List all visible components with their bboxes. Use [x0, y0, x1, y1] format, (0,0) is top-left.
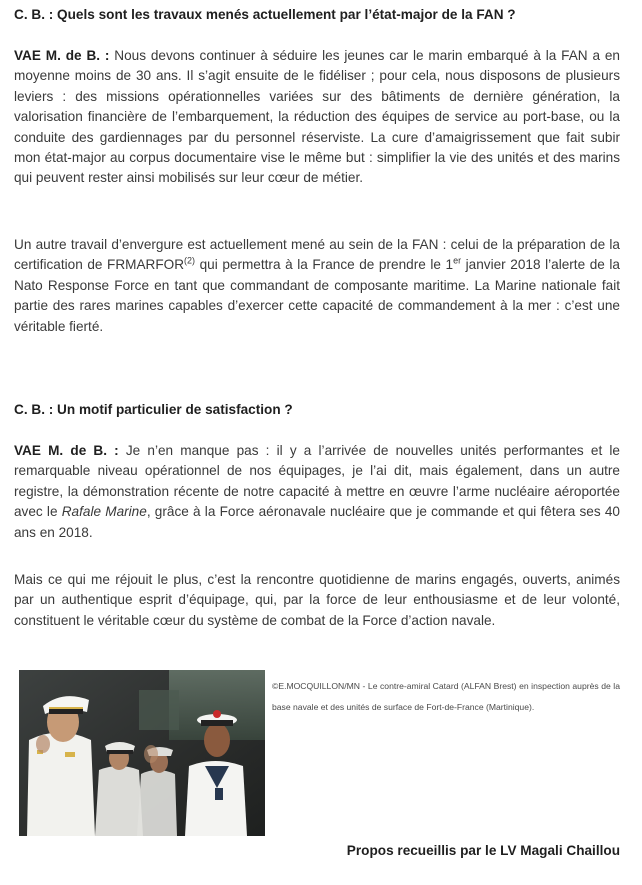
speaker-label: VAE M. de B. : [14, 48, 110, 63]
answer-text: Un autre travail d’envergure est actuellement mené au sein de la FAN : celui de la préparation de la certification de FRMARFOR [14, 237, 620, 273]
answer-paragraph-2 [14, 235, 620, 337]
answer-text: , grâce à la Force aéronavale nucléaire que je commande et qui fêtera ses 40 ans en 2018. [14, 504, 620, 540]
answer-paragraph-3 [14, 441, 620, 543]
answer-text: Je n’en manque pas : il y a l’arrivée de nouvelles unités performantes et le remarquable niveau opérationnel de nos équipages, je l’ai dit, mais également, dans un autre registre, la démonstration récente de notre capacité à mettre en œuvre l’arme nucléaire aéroportée avec le [14, 443, 620, 520]
speaker-label: VAE M. de B. : [14, 443, 119, 458]
answer-text: janvier 2018 l’alerte de la Nato Response Force en tant que commandant de composante maritime. La Marine nationale fait partie des rares marines capables d’exercer cette capacité de commandement à la mer : c’est une véritable fierté. [14, 257, 620, 334]
answer-text: Nous devons continuer à séduire les jeunes car le marin embarqué à la FAN a en moyenne moins de 30 ans. Il s’agit ensuite de le fidéliser ; pour cela, nous disposons de plusieurs leviers : des missions opérationnelles variées sur des bâtiments de dernière génération, la valorisation financière de l’embarquement, la réduction des équipes de service au port-base, ou la conduite des gardiennages par du personnel réserviste. La cure d’amaigrissement que fait subir mon état-major au corpus documentaire vise le même but : simplifier la vie des unités et des marins qui peuvent rester ainsi mobilisés sur leur cœur de métier. [14, 48, 620, 186]
footnote-ref: (2) [184, 255, 196, 266]
ordinal-suffix: er [453, 255, 462, 266]
answer-text: qui permettra à la France de prendre le 1 [195, 257, 454, 273]
interview-question-2: C. B. : Un motif particulier de satisfaction ? [14, 402, 293, 417]
photo-caption: ©E.MOCQUILLON/MN - Le contre-amiral Catard (ALFAN Brest) en inspection auprès de la base navale et des unités de surface de Fort-de-France (Martinique). [272, 681, 620, 712]
answer-paragraph-4: Mais ce qui me réjouit le plus, c’est la rencontre quotidienne de marins engagés, ouverts, animés par un authentique esprit d’équipage, qui, par la force de leur enthousiasme et de leur volonté, constituent le véritable cœur du système de combat de la Force d’action navale. [14, 572, 620, 628]
aircraft-name: Rafale Marine [61, 504, 147, 520]
inspection-photo [19, 670, 265, 836]
interview-question-1: C. B. : Quels sont les travaux menés actuellement par l’état-major de la FAN ? [14, 7, 516, 22]
author-signoff: Propos recueillis par le LV Magali Chaillou [346, 843, 620, 858]
answer-paragraph-1 [14, 46, 620, 189]
